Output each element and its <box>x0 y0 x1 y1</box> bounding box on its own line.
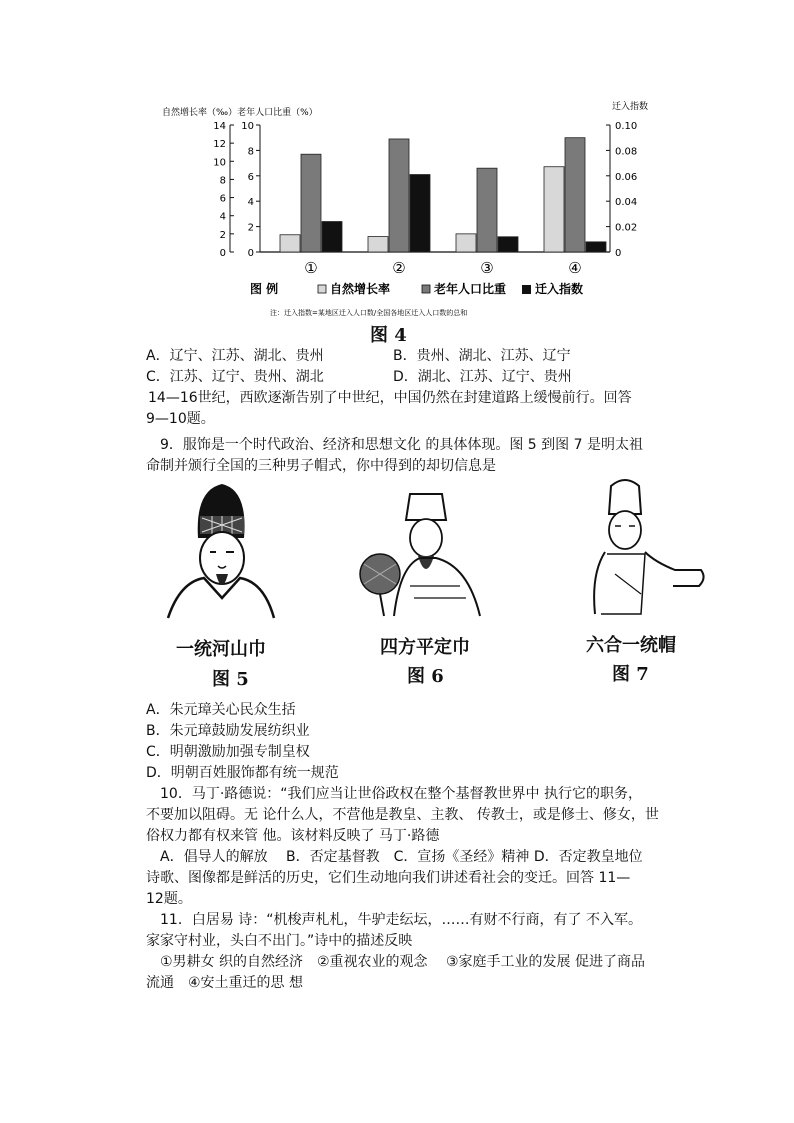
category-label: ③ <box>480 259 494 277</box>
q11-line1: 11．白居易 诗：“机梭声札札，牛驴走纭坛，……有财不行商，有了 不入军。 <box>160 912 642 928</box>
outer-left-tick-label: 0 <box>219 248 226 259</box>
q10-line3: 俗权力都有权来管 他。该材料反映了 马丁·路德 <box>146 828 440 844</box>
q8-option-b: B．贵州、湖北、江苏、辽宁 <box>393 348 571 364</box>
legend-label-natural: 自然增长率 <box>330 282 391 296</box>
bars-group <box>280 138 606 252</box>
inner-left-tick-label: 4 <box>247 197 254 209</box>
q11-line3: ①男耕女 织的自然经济 ②重视农业的观念 ③家庭手工业的发展 促进了商品 <box>160 954 646 970</box>
legend-swatch-natural <box>318 285 326 293</box>
inner-left-tick-label: 0 <box>247 248 254 259</box>
q9-line1: 9．服饰是一个时代政治、经济和思想文化 的具体体现。图 5 到图 7 是明太祖 <box>160 437 643 453</box>
category-label: ④ <box>568 259 582 277</box>
bar <box>565 138 585 252</box>
legend-swatch-elderly <box>422 285 430 293</box>
q10-line2: 不要加以阻碍。无 论什么人，不营他是教皇、主教、 传教士，或是修士、修女，世 <box>146 807 659 823</box>
right-axis <box>606 121 637 259</box>
intro-11-12-line1: 诗歌、图像都是鲜活的历史，它们生动地向我们讲述看社会的变迁。回答 11— <box>146 870 631 886</box>
right-axis-title: 迁入指数 <box>612 102 649 112</box>
category-label: ② <box>392 259 406 277</box>
outer-left-tick-label: 8 <box>219 175 226 187</box>
category-labels <box>304 259 581 277</box>
q11-line2: 家家守村业，头白不出门。”诗中的描述反映 <box>146 933 413 949</box>
outer-left-tick-label: 2 <box>219 229 226 241</box>
q8-option-d: D．湖北、江苏、辽宁、贵州 <box>393 369 572 385</box>
inner-left-axis <box>241 121 260 259</box>
figure5-caption: 图 5 <box>212 669 249 690</box>
bar <box>477 168 497 252</box>
bar <box>280 235 300 252</box>
figure7-illustration <box>585 474 709 624</box>
q11-line4: 流通 ④安土重迁的思 想 <box>146 975 304 991</box>
legend-label-elderly: 老年人口比重 <box>434 282 507 296</box>
figure6-caption: 图 6 <box>407 666 444 687</box>
outer-left-tick-label: 12 <box>213 139 226 151</box>
q8-option-c: C．江苏、辽宁、贵州、湖北 <box>146 369 324 385</box>
right-tick-label: 0.04 <box>615 197 638 209</box>
figure6-label: 四方平定巾 <box>380 637 470 658</box>
right-tick-label: 0.10 <box>615 121 638 132</box>
inner-left-tick-label: 6 <box>247 171 254 183</box>
inner-left-tick-label: 10 <box>241 121 254 132</box>
bar <box>368 237 388 252</box>
q8-option-a: A．辽宁、江苏、湖北、贵州 <box>146 348 324 364</box>
q10-options: A．倡导人的解放 B．否定基督教 C．宣扬《圣经》精神 D．否定教皇地位 <box>160 849 643 865</box>
outer-left-tick-label: 10 <box>213 157 226 169</box>
outer-left-axis <box>213 121 234 259</box>
figure5-illustration <box>160 478 280 626</box>
outer-left-tick-label: 4 <box>219 211 226 223</box>
legend-label-migration: 迁入指数 <box>535 282 584 296</box>
inner-left-tick-label: 2 <box>247 222 254 234</box>
outer-left-tick-label: 14 <box>213 121 226 132</box>
bar <box>544 167 564 252</box>
figure4-footnote: 注：迁入指数=某地区迁入人口数/全国各地区迁入人口数的总和 <box>270 309 468 317</box>
intro-9-10-line1: 14—16世纪，西欧逐渐告别了中世纪，中国仍然在封建道路上缓慢前行。回答 <box>148 390 632 406</box>
intro-11-12-line2: 12题。 <box>146 891 192 907</box>
figure6-illustration <box>350 486 490 621</box>
bar <box>322 222 342 252</box>
q9-option-b: B．朱元璋鼓励发展纺织业 <box>146 723 310 739</box>
legend-swatch-migration <box>522 285 531 294</box>
figure5-label: 一统河山巾 <box>176 639 266 660</box>
category-label: ① <box>304 259 318 277</box>
bar <box>410 175 430 252</box>
q9-option-c: C．明朝激励加强专制皇权 <box>146 744 310 760</box>
bar <box>498 237 518 252</box>
right-tick-label: 0.08 <box>615 146 638 158</box>
bar <box>389 139 409 252</box>
right-tick-label: 0.02 <box>615 222 638 234</box>
right-tick-label: 0 <box>615 248 622 259</box>
figure7-label: 六合一统帽 <box>586 635 676 656</box>
figure4-chart <box>150 95 649 323</box>
inner-left-tick-label: 8 <box>247 146 254 158</box>
figure7-caption: 图 7 <box>612 664 649 685</box>
figure4-caption: 图 4 <box>370 325 407 346</box>
q10-line1: 10．马丁·路德说：“我们应当让世俗政权在整个基督教世界中 执行它的职务， <box>160 786 642 802</box>
q9-option-d: D．明朝百姓服饰都有统一规范 <box>146 765 339 781</box>
bar <box>301 154 321 252</box>
outer-left-tick-label: 6 <box>219 193 226 205</box>
bar <box>456 234 476 252</box>
left-axis-title: 自然增长率（‰）老年人口比重（%） <box>162 108 318 118</box>
q9-option-a: A．朱元璋关心民众生括 <box>146 702 296 718</box>
legend-title: 图 例 <box>250 282 279 296</box>
q9-line2: 命制并颁行全国的三种男子帽式，你中得到的却切信息是 <box>146 458 496 474</box>
right-tick-label: 0.06 <box>615 171 638 183</box>
intro-9-10-line2: 9—10题。 <box>146 411 215 427</box>
bar <box>586 242 606 252</box>
